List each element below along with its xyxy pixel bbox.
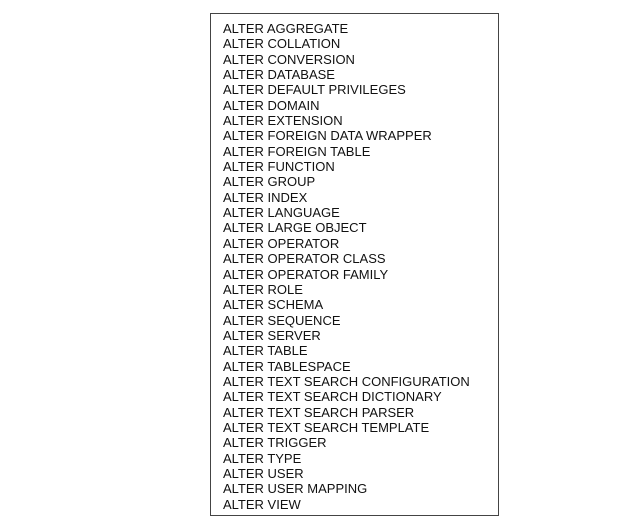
list-item: ALTER USER MAPPING [223, 481, 368, 497]
list-item: ALTER TEXT SEARCH CONFIGURATION [223, 373, 470, 389]
list-item: ALTER CONVERSION [223, 51, 355, 67]
list-item: ALTER EXTENSION [223, 113, 343, 129]
list-item: ALTER SEQUENCE [223, 312, 341, 328]
alter-command-list [223, 21, 470, 512]
list-item: ALTER OPERATOR [223, 235, 340, 251]
list-item: ALTER INDEX [223, 189, 308, 205]
list-item: ALTER USER [223, 465, 304, 481]
list-item: ALTER ROLE [223, 281, 303, 297]
list-item: ALTER GROUP [223, 174, 316, 190]
list-item: ALTER COLLATION [223, 36, 341, 52]
list-item: ALTER TABLESPACE [223, 358, 351, 374]
list-item: ALTER LARGE OBJECT [223, 220, 367, 236]
list-item: ALTER SCHEMA [223, 297, 324, 313]
list-item: ALTER TYPE [223, 450, 302, 466]
list-item: ALTER TRIGGER [223, 435, 327, 451]
list-item: ALTER FUNCTION [223, 159, 335, 175]
list-item: ALTER DEFAULT PRIVILEGES [223, 82, 406, 98]
list-item: ALTER AGGREGATE [223, 21, 349, 36]
list-item: ALTER OPERATOR CLASS [223, 251, 386, 267]
list-item: ALTER TABLE [223, 343, 308, 359]
list-item: ALTER TEXT SEARCH DICTIONARY [223, 389, 442, 405]
list-item: ALTER FOREIGN TABLE [223, 143, 371, 159]
list-item: ALTER TEXT SEARCH PARSER [223, 404, 415, 420]
list-item: ALTER SERVER [223, 327, 321, 343]
list-item: ALTER FOREIGN DATA WRAPPER [223, 128, 432, 144]
list-item: ALTER TEXT SEARCH TEMPLATE [223, 419, 430, 435]
list-item: ALTER LANGUAGE [223, 205, 340, 221]
command-list-box [210, 13, 499, 516]
list-item: ALTER OPERATOR FAMILY [223, 266, 389, 282]
list-item: ALTER DATABASE [223, 67, 335, 83]
list-item: ALTER VIEW [223, 496, 301, 512]
list-item: ALTER DOMAIN [223, 97, 320, 113]
